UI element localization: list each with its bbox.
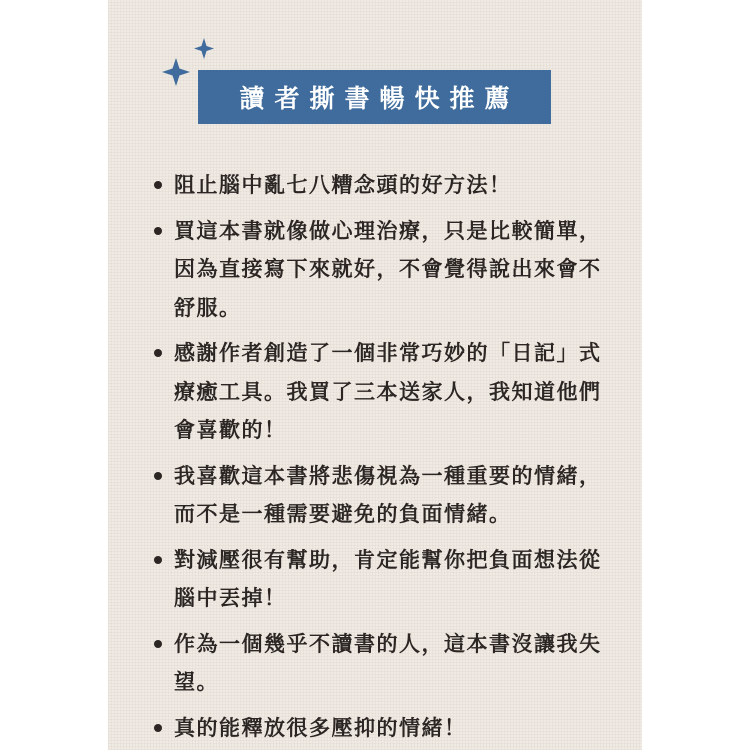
reader-review-list xyxy=(152,166,612,754)
review-text: 我喜歡這本書將悲傷視為一種重要的情緒，而不是一種需要避免的負面情緒。 xyxy=(174,463,602,526)
bullet-icon xyxy=(154,724,162,732)
large-sparkle-icon xyxy=(162,58,190,86)
bullet-icon xyxy=(154,181,162,189)
bullet-icon xyxy=(154,227,162,235)
list-item xyxy=(152,212,612,328)
review-text: 真的能釋放很多壓抑的情緒！ xyxy=(174,715,467,740)
review-text: 買這本書就像做心理治療，只是比較簡單，因為直接寫下來就好，不會覺得說出來會不舒服。 xyxy=(174,218,602,320)
list-item xyxy=(152,166,612,205)
list-item xyxy=(152,541,612,618)
page-title: 讀者撕書暢快推薦 xyxy=(239,84,520,113)
bullet-icon xyxy=(154,556,162,564)
list-item xyxy=(152,709,612,748)
bullet-icon xyxy=(154,472,162,480)
review-text: 對減壓很有幫助，肯定能幫你把負面想法從腦中丟掉！ xyxy=(174,547,602,610)
bullet-icon xyxy=(154,640,162,648)
review-text: 感謝作者創造了一個非常巧妙的「日記」式療癒工具。我買了三本送家人，我知道他們會喜歡的！ xyxy=(174,341,602,442)
bullet-icon xyxy=(154,349,162,357)
list-item xyxy=(152,334,612,450)
small-sparkle-icon xyxy=(194,38,214,59)
review-text: 阻止腦中亂七八糟念頭的好方法！ xyxy=(174,173,512,197)
list-item xyxy=(152,457,612,534)
title-banner xyxy=(198,70,551,124)
review-text: 作為一個幾乎不讀書的人，這本書沒讓我失望。 xyxy=(174,631,602,694)
list-item xyxy=(152,625,612,702)
